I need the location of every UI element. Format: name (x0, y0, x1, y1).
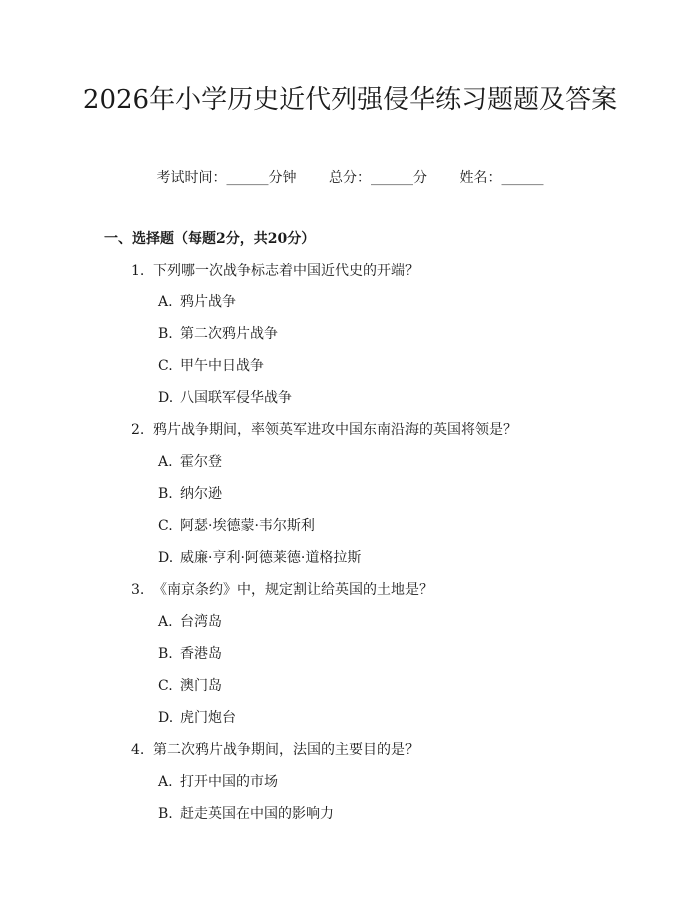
total-score-field: 总分：______分 (329, 170, 427, 186)
option-text: 霍尔登 (180, 454, 222, 470)
question-text: 《南京条约》中，规定割让给英国的土地是？ (153, 582, 433, 598)
question-4-option-b (158, 804, 334, 824)
option-letter: B. (158, 806, 173, 822)
question-1-option-b (158, 324, 278, 344)
document-title: 2026年小学历史近代列强侵华练习题题及答案 (82, 85, 618, 115)
option-letter: A. (158, 774, 173, 790)
question-2-option-b (158, 484, 222, 504)
question-3-option-a (158, 612, 222, 632)
question-4 (131, 740, 419, 760)
question-3-option-d (158, 708, 236, 728)
option-letter: B. (158, 486, 173, 502)
option-text: 八国联军侵华战争 (180, 390, 292, 406)
option-letter: C. (158, 678, 173, 694)
exam-info (0, 168, 700, 188)
option-letter: D. (158, 390, 174, 406)
option-text: 甲午中日战争 (180, 358, 264, 374)
question-2 (131, 420, 517, 440)
option-letter: D. (158, 550, 174, 566)
question-3 (131, 580, 433, 600)
option-text: 纳尔逊 (180, 486, 222, 502)
option-text: 第二次鸦片战争 (180, 326, 278, 342)
option-text: 虎门炮台 (180, 710, 236, 726)
question-2-option-c (158, 516, 315, 536)
option-text: 澳门岛 (180, 678, 222, 694)
option-letter: C. (158, 518, 173, 534)
option-text: 台湾岛 (180, 614, 222, 630)
exam-time-field: 考试时间：______分钟 (156, 170, 297, 186)
option-letter: D. (158, 710, 174, 726)
option-letter: C. (158, 358, 173, 374)
option-text: 香港岛 (180, 646, 222, 662)
question-1-option-a (158, 292, 236, 312)
option-text: 威廉·亨利·阿德莱德·道格拉斯 (180, 550, 362, 566)
section-heading: 一、选择题（每题2分，共20分） (104, 231, 316, 247)
option-letter: B. (158, 646, 173, 662)
option-text: 鸦片战争 (180, 294, 236, 310)
question-1-option-d (158, 388, 292, 408)
question-text: 第二次鸦片战争期间，法国的主要目的是？ (153, 742, 419, 758)
option-text: 赶走英国在中国的影响力 (180, 806, 334, 822)
option-text: 阿瑟·埃德蒙·韦尔斯利 (180, 518, 315, 534)
question-number: 1. (131, 263, 145, 279)
question-2-option-a (158, 452, 222, 472)
question-3-option-c (158, 676, 222, 696)
option-letter: A. (158, 454, 173, 470)
question-number: 3. (131, 582, 145, 598)
option-letter: B. (158, 326, 173, 342)
option-letter: A. (158, 294, 173, 310)
student-name-field: 姓名：______ (459, 170, 544, 186)
question-text: 下列哪一次战争标志着中国近代史的开端？ (153, 263, 419, 279)
question-2-option-d (158, 548, 361, 568)
question-4-option-a (158, 772, 278, 792)
option-letter: A. (158, 614, 173, 630)
question-number: 4. (131, 742, 145, 758)
option-text: 打开中国的市场 (180, 774, 278, 790)
question-1 (131, 261, 419, 281)
question-3-option-b (158, 644, 222, 664)
question-number: 2. (131, 422, 145, 438)
question-text: 鸦片战争期间，率领英军进攻中国东南沿海的英国将领是？ (153, 422, 517, 438)
question-1-option-c (158, 356, 264, 376)
